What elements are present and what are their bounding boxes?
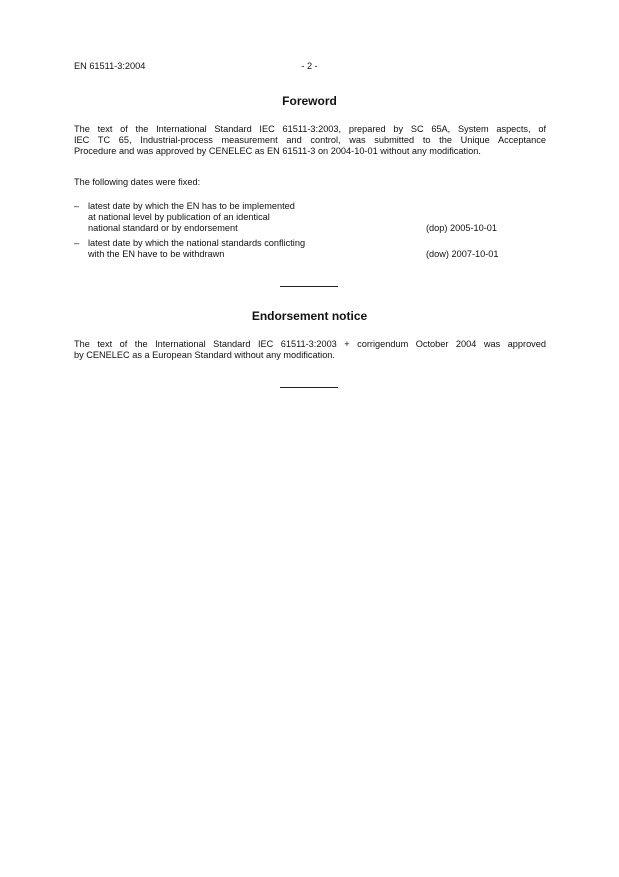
document-id: EN 61511-3:2004 — [74, 61, 146, 71]
endorsement-line: by CENELEC as a European Standard without any modification. — [74, 350, 335, 361]
foreword-line: Procedure and was approved by CENELEC as EN 61511-3 on 2004-10-01 without any modification. — [74, 146, 481, 157]
date-code-dop: (dop) 2005-10-01 — [426, 223, 497, 234]
date-item-text: with the EN have to be withdrawn — [88, 248, 225, 259]
endorsement-heading: Endorsement notice — [251, 309, 368, 323]
foreword-line: The text of the International Standard IEC 61511-3:2003, prepared by SC 65A, System aspects, of — [74, 124, 546, 134]
endorsement-paragraph — [74, 339, 546, 361]
list-bullet: – — [74, 201, 80, 211]
section-divider — [280, 286, 338, 287]
date-item-text: at national level by publication of an identical — [88, 212, 270, 223]
section-divider — [280, 387, 338, 388]
page-number: - 2 - — [301, 61, 318, 71]
foreword-line: IEC TC 65, Industrial-process measurement and control, was submitted to the Unique Acceptance — [74, 135, 546, 146]
foreword-paragraph — [74, 124, 546, 158]
date-item-text: latest date by which the EN has to be implemented — [88, 201, 295, 211]
date-code-dow: (dow) 2007-10-01 — [426, 248, 499, 259]
endorsement-line: The text of the International Standard IEC 61511-3:2003 + corrigendum October 2004 was approved — [74, 339, 546, 349]
dates-list — [74, 201, 546, 263]
date-item-dow — [74, 238, 546, 260]
date-item-text: national standard or by endorsement — [88, 223, 238, 234]
dates-intro: The following dates were fixed: — [74, 177, 201, 187]
foreword-heading: Foreword — [282, 94, 337, 108]
date-item-dop — [74, 201, 546, 235]
list-bullet: – — [74, 237, 80, 248]
date-item-text: latest date by which the national standards conflicting — [88, 237, 306, 248]
